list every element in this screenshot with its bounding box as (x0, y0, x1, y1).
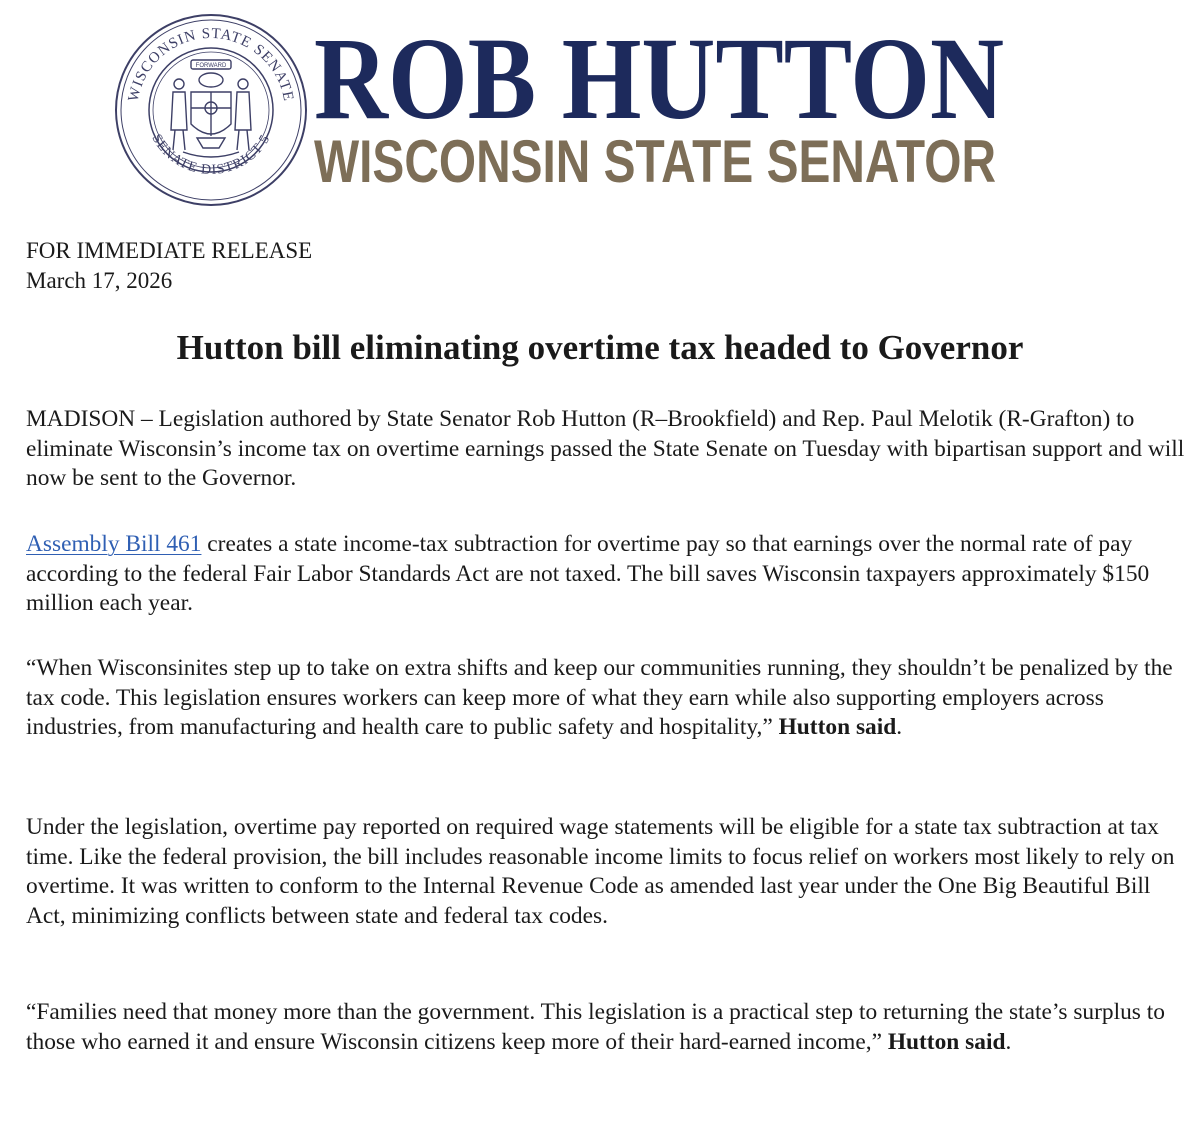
quote-1-attribution: Hutton said (778, 714, 897, 741)
assembly-bill-link[interactable]: Assembly Bill 461 (26, 531, 202, 557)
release-label: FOR IMMEDIATE RELEASE (26, 238, 313, 263)
senator-name: ROB HUTTON (314, 13, 1004, 144)
senator-name-wordmark (312, 13, 1012, 144)
seal-ribbon-text: FORWARD (195, 63, 227, 69)
release-info (26, 236, 312, 296)
quote-2-attribution: Hutton said (887, 1028, 1006, 1055)
paragraph-bill-summary (26, 530, 1186, 619)
seal-top-text: WISCONSIN STATE SENATE (125, 25, 297, 104)
letterhead (0, 0, 1200, 215)
quote-2-end: . (1005, 1028, 1012, 1055)
headline: Hutton bill eliminating overtime tax headed to Governor (176, 328, 1024, 367)
senate-seal-logo (113, 12, 309, 208)
paragraph-quote-1 (26, 654, 1186, 743)
quote-2-text: “Families need that money more than the government. This legislation is a practical step to returning the state’s surplus to those who earned it and ensure Wisconsin citizens keep more of their hard-earned income,” (26, 999, 1165, 1055)
release-date: March 17, 2026 (26, 268, 173, 293)
seal-bottom-text: SENATE DISTRICT 5 (148, 131, 274, 179)
paragraph-bill-summary-text: creates a state income-tax subtraction for overtime pay so that earnings over the normal rate of pay according to the federal Fair Labor Standards Act are not taxed. The bill saves Wisconsin taxpayers approximately $150 million each year. (26, 531, 1150, 617)
quote-1-text: “When Wisconsinites step up to take on extra shifts and keep our communities running, they shouldn’t be penalized by the tax code. This legislation ensures workers can keep more of what they earn while also supporting employers across industries, from manufacturing and health care to public safety and hospitality,” (26, 655, 1173, 741)
paragraph-intro: MADISON – Legislation authored by State Senator Rob Hutton (R–Brookfield) and Rep. Paul Melotik (R-Grafton) to eliminate Wisconsin’s income tax on overtime earnings passed the State Senate on Tuesday with bipartisan support and will now be sent to the Governor. (26, 406, 1185, 492)
quote-1-end: . (896, 714, 903, 741)
paragraph-quote-2 (26, 998, 1186, 1057)
paragraph-legislation-details: Under the legislation, overtime pay reported on required wage statements will be eligible for a state tax subtraction at tax time. Like the federal provision, the bill includes reasonable income limits to focus relief on workers most likely to rely on overtime. It was written to conform to the Internal Revenue Code as amended last year under the One Big Beautiful Bill Act, minimizing conflicts between state and federal tax codes. (26, 814, 1175, 929)
seal-icon (113, 12, 309, 208)
senator-title-wordmark (312, 128, 1002, 195)
senator-title: WISCONSIN STATE SENATOR (314, 128, 996, 195)
